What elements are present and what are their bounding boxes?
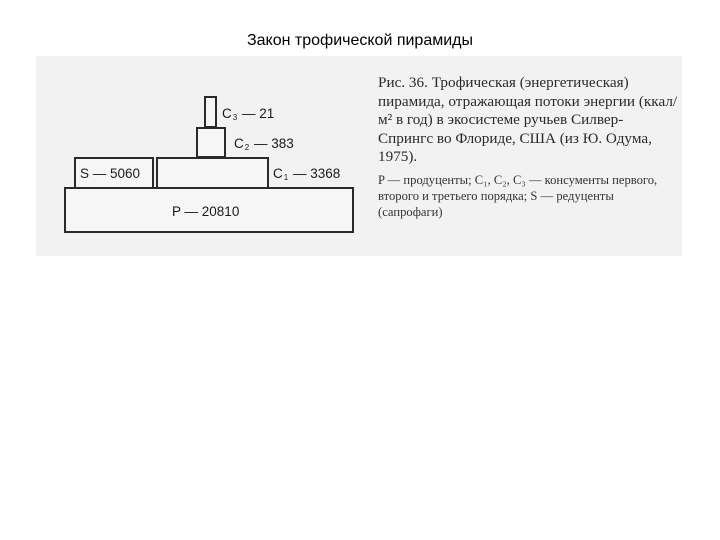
label-c3: $C_3$ — 21 (222, 106, 275, 122)
figure-caption (378, 74, 678, 220)
caption-legend: P — продуценты; C₁, C₂, C₃ — консументы первого, второго и третьего порядка; S — редуценты (сапрофаги) (378, 172, 658, 219)
label-s: S — 5060 (80, 166, 141, 181)
block-c1 (156, 157, 269, 189)
block-c3 (204, 96, 217, 128)
label-c1: $C_1$ — 3368 (273, 166, 341, 182)
block-c2 (196, 127, 226, 158)
caption-main: Рис. 36. Трофическая (энергетическая) пирамида, отражающая потоки энергии (ккал/м² в год) в экосистеме ручьев Силвер-Спрингс во Флориде, США (из Ю. Одума, 1975). (378, 74, 678, 165)
label-c2: $C_2$ — 383 (234, 136, 294, 152)
label-p: P — 20810 (172, 204, 240, 219)
slide-title: Закон трофической пирамиды (246, 32, 473, 49)
